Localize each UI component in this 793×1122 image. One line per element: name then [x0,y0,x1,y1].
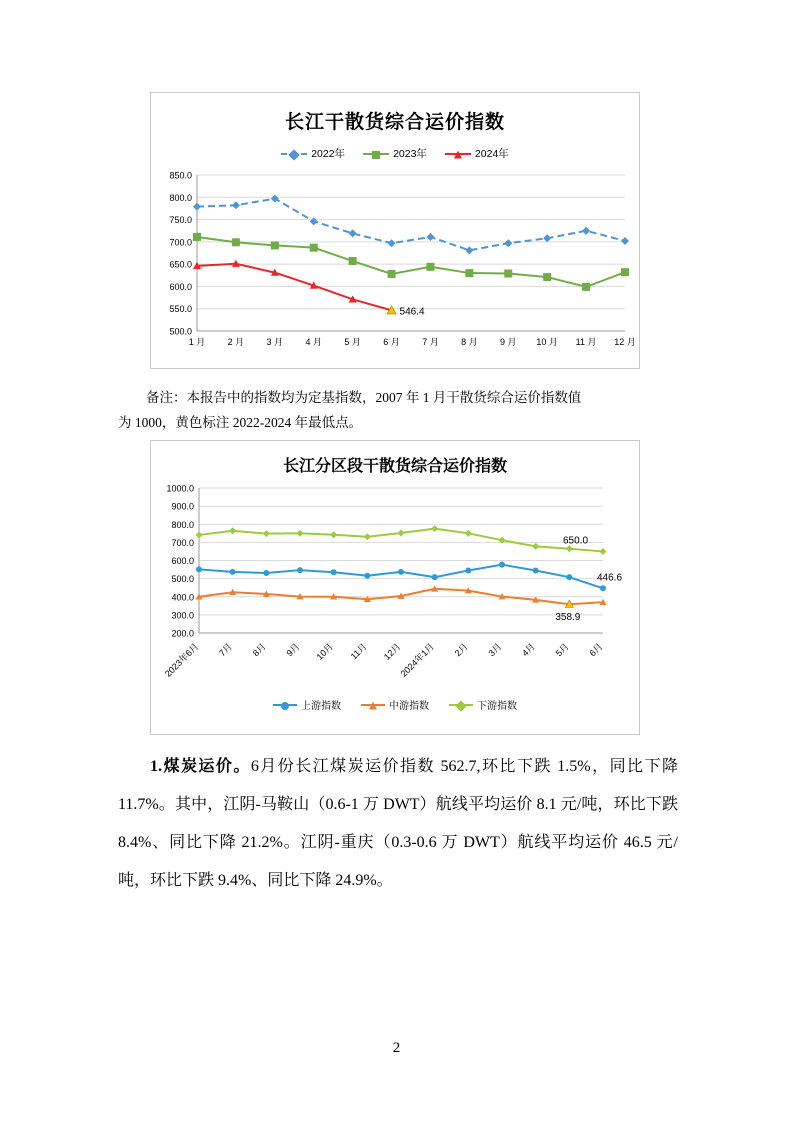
svg-text:5 月: 5 月 [344,337,361,347]
chart2-plot [151,480,639,695]
legend-swatch-upstream [273,704,297,706]
legend-swatch-midstream [361,704,385,706]
chart2-title: 长江分区段干散货综合运价指数 [282,458,507,475]
svg-text:6 月: 6 月 [383,337,400,347]
svg-text:446.6: 446.6 [597,572,623,584]
svg-text:500.0: 500.0 [169,326,192,337]
svg-text:750.0: 750.0 [169,215,192,226]
legend-swatch-2022 [281,153,307,155]
svg-text:550.0: 550.0 [169,304,192,315]
legend-item-2023 [363,146,427,161]
legend-swatch-2023 [363,153,389,155]
svg-text:3月: 3月 [486,641,504,659]
svg-text:2 月: 2 月 [227,337,245,347]
legend-label-midstream: 中游指数 [389,701,429,712]
svg-text:800.0: 800.0 [171,519,194,530]
page-number: 2 [392,1040,401,1056]
legend-item-downstream [449,697,517,712]
legend-item-midstream [361,697,429,712]
svg-text:7月: 7月 [217,641,235,659]
legend-item-upstream [273,697,341,712]
chart2-svg [151,480,639,695]
svg-text:650.0: 650.0 [563,535,589,547]
legend-swatch-2024 [445,153,471,155]
legend-label-2023: 2023年 [393,148,427,160]
svg-text:200.0: 200.0 [171,628,194,639]
svg-text:4月: 4月 [520,641,538,659]
svg-text:12月: 12月 [381,641,403,662]
chart2-legend [151,697,639,712]
svg-text:10月: 10月 [314,641,336,662]
svg-text:400.0: 400.0 [171,592,194,603]
svg-text:2023年6月: 2023年6月 [162,641,201,679]
legend-item-2024 [445,146,509,161]
svg-text:1 月: 1 月 [188,337,206,347]
svg-text:546.4: 546.4 [399,306,425,318]
legend-label-upstream: 上游指数 [301,701,341,712]
svg-text:800.0: 800.0 [169,192,192,203]
legend-item-2022 [281,146,345,161]
chart1-plot [151,167,639,357]
chart-dry-bulk-section-index [150,440,640,735]
svg-text:7 月: 7 月 [422,337,439,347]
svg-text:850.0: 850.0 [169,170,192,181]
svg-text:11月: 11月 [348,641,369,662]
svg-text:700.0: 700.0 [169,237,192,248]
svg-text:5月: 5月 [553,641,571,659]
svg-text:8 月: 8 月 [461,337,478,347]
chart1-svg [151,167,639,357]
svg-text:600.0: 600.0 [169,281,192,292]
legend-label-downstream: 下游指数 [477,701,517,712]
svg-text:500.0: 500.0 [171,574,194,585]
svg-text:2月: 2月 [452,641,470,659]
chart1-legend [151,146,639,161]
svg-text:4 月: 4 月 [305,337,322,347]
svg-text:2024年1月: 2024年1月 [398,641,437,679]
svg-text:3 月: 3 月 [266,337,284,347]
note-line-2: 为 1000，黄色标注 2022-2024 年最低点。 [118,415,363,430]
legend-swatch-downstream [449,704,473,706]
chart1-title: 长江干散货综合运价指数 [284,112,505,133]
svg-text:9 月: 9 月 [500,337,517,347]
svg-text:6月: 6月 [587,641,605,659]
svg-text:9月: 9月 [284,641,302,659]
svg-text:1000.0: 1000.0 [166,483,194,494]
paragraph-heading: 1.煤炭运价。 [150,758,251,775]
svg-text:11 月: 11 月 [575,337,597,347]
svg-text:900.0: 900.0 [171,501,194,512]
legend-label-2024: 2024年 [474,148,509,160]
chart-dry-bulk-composite-index [150,92,640,369]
svg-text:8月: 8月 [250,641,268,659]
svg-text:600.0: 600.0 [171,556,194,566]
body-paragraph [118,748,678,900]
svg-text:358.9: 358.9 [555,612,581,624]
svg-text:10 月: 10 月 [536,337,558,347]
legend-label-2022: 2022年 [311,148,346,160]
note-line-1: 备注：本报告中的指数均为定基指数，2007 年 1 月干散货综合运价指数值 [146,390,582,405]
svg-text:300.0: 300.0 [171,610,194,621]
paragraph-text: 6月份长江煤炭运价指数 562.7,环比下跌 1.5%，同比下降 11.7%。其中，江阴-马鞍山（0.6-1 万 DWT）航线平均运价 8.1 元/吨，环比下跌 8.4%、同比下降 21.2%。江阴-重庆（0.3-0.6 万 DWT）航线平均运价 46.5 元/吨，环比下跌 9.4%、同比下降 24.9%。 [118,758,678,889]
svg-text:700.0: 700.0 [171,537,194,548]
chart1-note [118,385,678,435]
svg-text:650.0: 650.0 [169,259,192,270]
svg-text:12 月: 12 月 [614,337,636,347]
